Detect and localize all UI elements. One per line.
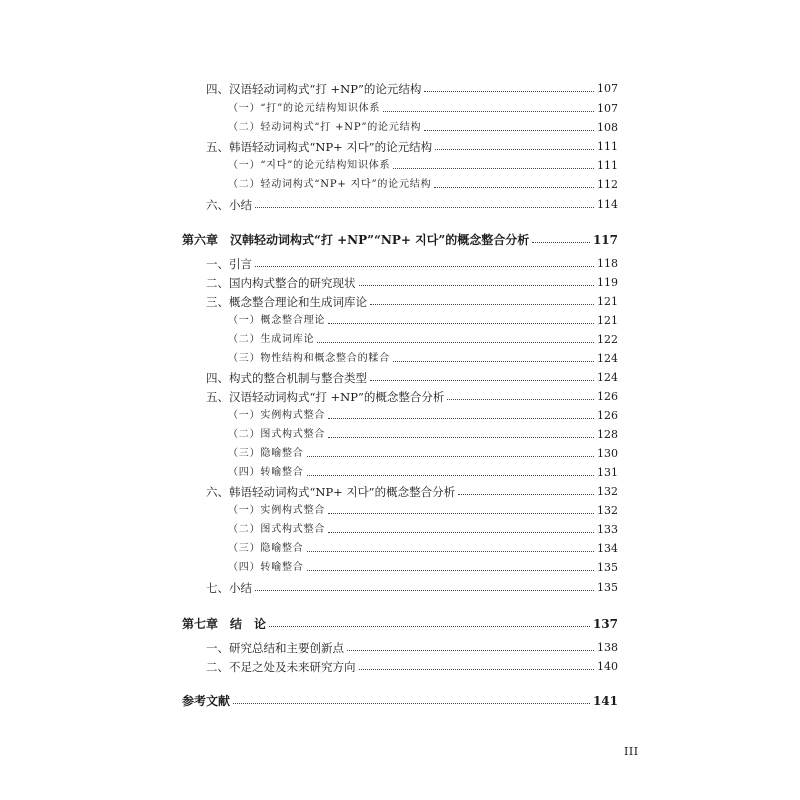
toc-entry [206,275,618,291]
toc-entry-label: 一、引言 [206,257,252,271]
toc-entry [228,120,618,136]
toc-page-number: 108 [597,121,618,134]
chapter-heading-label: 第六章 汉韩轻动词构式“打 +NP”“NP+ 지다”的概念整合分析 [182,233,530,247]
toc-leader [328,532,594,533]
toc-entry [228,446,618,462]
toc-page-number: 126 [597,390,618,403]
toc-entry [206,389,618,405]
toc-leader [532,242,590,243]
toc-page-number: 107 [597,102,618,115]
toc-entry-label: （三）隐喻整合 [228,448,304,459]
toc-page-number: 118 [597,257,618,270]
toc-entry [206,81,618,97]
toc-entry [206,484,618,500]
toc-page-number: 111 [597,159,618,172]
toc-entry [206,294,618,310]
chapter-heading [182,616,618,632]
toc-page-number: 133 [597,523,618,536]
toc-entry [228,313,618,329]
chapter-heading-label: 第七章 结 论 [182,617,267,631]
toc-leader [317,342,594,343]
toc-entry [206,370,618,386]
toc-leader [370,380,594,381]
toc-leader [370,304,594,305]
toc-entry [206,659,618,675]
toc-page-number: 138 [597,641,618,654]
toc-entry-label: （二）轻动词构式“NP+ 지다”的论元结构 [228,179,432,190]
toc-page-number: 124 [597,352,618,365]
toc-entry [206,197,618,213]
toc-leader [347,650,594,651]
toc-page-number: 126 [597,409,618,422]
toc-page-number: 107 [597,82,618,95]
toc-entry-label: （二）图式构式整合 [228,524,326,535]
toc-entry-label: （一）“打”的论元结构知识体系 [228,103,381,114]
toc-page-number: 111 [597,140,618,153]
chapter-heading [182,693,618,709]
toc-entry [228,101,618,117]
toc-leader [328,418,594,419]
toc-leader [307,570,594,571]
toc-entry-label: （四）转喻整合 [228,562,304,573]
toc-leader [458,494,594,495]
toc-page-number: 122 [597,333,618,346]
toc-entry-label: （三）物性结构和概念整合的糅合 [228,353,390,364]
toc-leader [307,456,594,457]
toc-leader [424,130,594,131]
toc-entry [228,503,618,519]
toc-leader [328,437,594,438]
toc-entry-label: 四、构式的整合机制与整合类型 [206,371,367,385]
toc-page-number: 117 [592,233,618,247]
toc-entry-label: （一）实例构式整合 [228,410,326,421]
toc-page-number: 128 [597,428,618,441]
toc-entry-label: （一）实例构式整合 [228,505,326,516]
chapter-heading-label: 参考文献 [182,694,231,708]
toc-entry-label: （三）隐喻整合 [228,543,304,554]
toc-entry-label: 五、韩语轻动词构式“NP+ 지다”的论元结构 [206,140,433,154]
toc-entry [228,408,618,424]
toc-leader [359,669,595,670]
toc-entry [228,351,618,367]
toc-entry-label: 五、汉语轻动词构式“打 +NP”的概念整合分析 [206,390,445,404]
toc-entry-label: （二）生成词库论 [228,334,315,345]
toc-page-number: 114 [597,198,618,211]
toc-page-number: 131 [597,466,618,479]
toc-entry [228,560,618,576]
toc-page-number: 135 [597,581,618,594]
toc-leader [434,187,594,188]
toc-leader [307,475,594,476]
toc-entry-label: 六、韩语轻动词构式“NP+ 지다”的概念整合分析 [206,485,456,499]
toc-page-number: 132 [597,504,618,517]
toc-entry-label: 三、概念整合理论和生成词库论 [206,295,367,309]
toc-leader [393,168,594,169]
page-number: III [624,745,639,758]
chapter-heading [182,232,618,248]
toc-entry [228,522,618,538]
toc-entry [206,256,618,272]
toc-page-number: 121 [597,314,618,327]
toc-entry-label: （二）图式构式整合 [228,429,326,440]
toc-page-number: 112 [597,178,618,191]
toc-entry-label: （一）概念整合理论 [228,315,326,326]
toc-leader [435,149,594,150]
toc-leader [255,207,594,208]
toc-page-number: 135 [597,561,618,574]
toc-entry-label: （二）轻动词构式“打 +NP”的论元结构 [228,122,422,133]
toc-leader [359,285,595,286]
toc-entry [206,640,618,656]
toc-leader [269,626,590,627]
toc-page-number: 130 [597,447,618,460]
toc-entry-label: （四）转喻整合 [228,467,304,478]
toc-entry-label: 六、小结 [206,198,252,212]
toc-leader [424,91,594,92]
toc-entry-label: 七、小结 [206,581,252,595]
toc-leader [255,266,594,267]
toc-entry [228,541,618,557]
toc-leader [307,551,594,552]
toc-leader [393,361,594,362]
toc-page-number: 124 [597,371,618,384]
toc-entry [228,332,618,348]
toc-entry-label: 二、不足之处及未来研究方向 [206,660,356,674]
toc-page-number: 132 [597,485,618,498]
toc-leader [328,323,594,324]
toc-entry-label: 二、国内构式整合的研究现状 [206,276,356,290]
toc-page-number: 140 [597,660,618,673]
toc-page-number: 134 [597,542,618,555]
toc-entry-label: 一、研究总结和主要创新点 [206,641,344,655]
toc-leader [328,513,594,514]
toc-page-number: 137 [592,617,618,631]
toc-page-number: 121 [597,295,618,308]
toc-entry-label: 四、汉语轻动词构式“打 +NP”的论元结构 [206,82,422,96]
toc-page-number: 119 [597,276,618,289]
toc-entry [228,465,618,481]
toc-page-number: 141 [592,694,618,708]
toc-leader [383,111,594,112]
toc-leader [255,590,594,591]
toc-leader [233,703,590,704]
toc-entry [206,580,618,596]
toc-leader [447,399,594,400]
toc-entry [228,427,618,443]
toc-entry [206,139,618,155]
toc-entry-label: （一）“지다”的论元结构知识体系 [228,160,391,171]
toc-entry [228,158,618,174]
toc-entry [228,177,618,193]
